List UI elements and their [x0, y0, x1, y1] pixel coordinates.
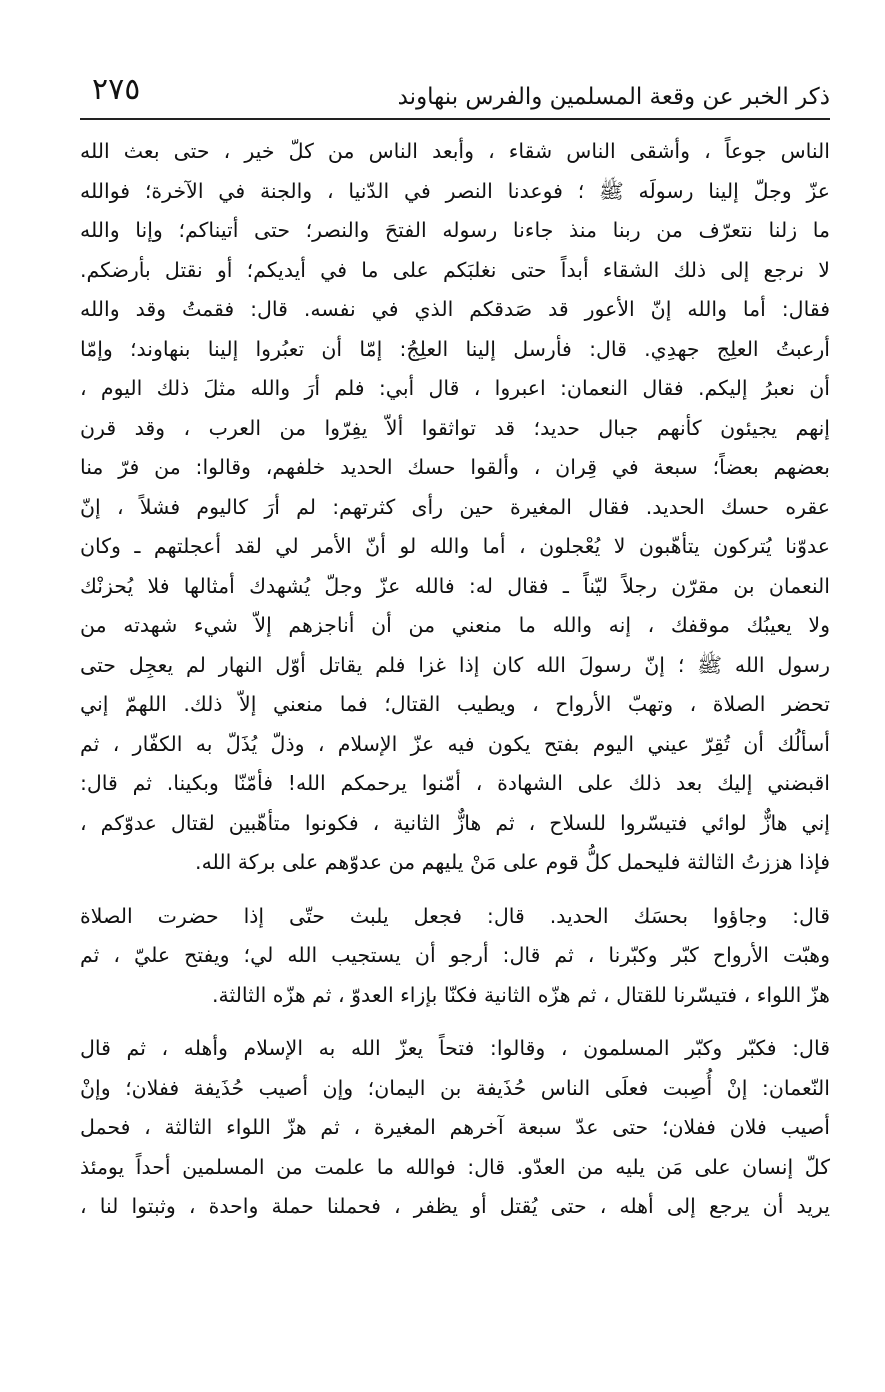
text-line: الناس جوعاً ، وأشقى الناس شقاء ، وأبعد الناس من كلّ خير ، حتى بعث الله	[80, 139, 830, 163]
text-line: لا نرجع إلى ذلك الشقاء أبداً حتى نغلبَكم على ما في أيديكم؛ أو نقتل بأرضكم.	[80, 257, 830, 282]
text-line: أسألُك أن تُقِرّ عيني اليوم بفتح يكون فيه عزّ الإسلام ، وذلّ يُذَلّ به الكفّار ، ثم	[80, 731, 830, 756]
paragraph-3	[80, 1029, 830, 1227]
body-text	[80, 132, 830, 1227]
page-header	[80, 70, 830, 116]
text-line: كلّ إنسان على مَن يليه من العدّو. قال: فوالله ما علمت من المسلمين أحداً يومئذ	[80, 1154, 830, 1179]
text-line: إنهم يجيئون كأنهم جبال حديد؛ قد تواثقوا ألاّ يفِرّوا من العرب ، وقد قرن	[80, 415, 830, 440]
text-line: عدوّنا يُتركون يتأهّبون لا يُعْجلون ، أما والله لو أنّ الأمر لي لقد أعجلتهم ـ وكان	[80, 534, 830, 558]
text-line: وهبّت الأرواح كبّر وكبّرنا ، ثم قال: أرجو أن يستجيب الله لي؛ ويفتح عليّ ، ثم	[80, 943, 830, 967]
text-line: رسول الله ﷺ ؛ إنّ رسولَ الله كان إذا غزا فلم يقاتل أوّل النهار لم يعجِل حتى	[80, 652, 830, 677]
text-line: ولا يعيبُك موقفك ، إنه والله ما منعني من أن أناجزهم إلاّ شيء شهدته من	[80, 613, 830, 637]
running-title: ذكر الخبر عن وقعة المسلمين والفرس بنهاوند	[397, 84, 830, 110]
text-line: عزّ وجلّ إلينا رسولَه ﷺ ؛ فوعدنا النصر في الدّنيا ، والجنة في الآخرة؛ فوالله	[80, 178, 830, 203]
text-line: أرعبتُ العلِج جهدِي. قال: فأرسل إلينا العلِجُ: إمّا أن تعبُروا إلينا بنهاوند؛ وإمّا	[80, 336, 830, 361]
text-line: أصيب فلان ففلان؛ حتى عدّ سبعة آخرهم المغيرة ، ثم هزّ اللواء الثالثة ، فحمل	[80, 1115, 830, 1139]
text-line: عقره حسك الحديد. فقال المغيرة حين رأى كثرتهم: لم أرَ كاليوم فشلاً ، إنّ	[80, 494, 830, 519]
text-line: اقبضني إليك بعد ذلك على الشهادة ، أمّنوا يرحمكم الله! فأمّنّا وبكينا. ثم قال:	[80, 771, 830, 795]
text-line: قال: فكبّر وكبّر المسلمون ، وقالوا: فتحاً يعزّ الله به الإسلام وأهله ، ثم قال	[80, 1036, 830, 1060]
text-line: يريد أن يرجع إلى أهله ، حتى يُقتل أو يظفر ، فحملنا حملة واحدة ، وثبتوا لنا ،	[80, 1194, 830, 1218]
header-rule	[80, 118, 830, 120]
text-line: النّعمان: إنْ أُصِبت فعلَى الناس حُذَيفة بن اليمان؛ وإن أصيب حُذَيفة ففلان؛ وإنْ	[80, 1075, 830, 1100]
text-line: بعضهم بعضاً؛ سبعة في قِران ، وألقوا حسك الحديد خلفهم، وقالوا: من فرّ منا	[80, 455, 830, 479]
text-line: تحضر الصلاة ، وتهبّ الأرواح ، ويطيب القتال؛ فما منعني إلاّ ذلك. اللهمّ إني	[80, 692, 830, 716]
text-line: إني هازٌّ لوائي فتيسّروا للسلاح ، ثم هازٌّ الثانية ، فكونوا متأهّبين لقتال عدوّكم ،	[80, 810, 830, 835]
text-line: النعمان بن مقرّن رجلاً ليّناً ـ فقال له: فالله عزّ وجلّ يُشهدك أمثالها فلا يُحزنْك	[80, 573, 830, 598]
paragraph-1	[80, 132, 830, 883]
paragraph-2	[80, 897, 830, 1016]
text-line: قال: وجاؤوا بحسَك الحديد. قال: فجعل يلبث حتّى إذا حضرت الصلاة	[80, 903, 830, 928]
text-line: هزّ اللواء ، فتيسّرنا للقتال ، ثم هزّه الثانية فكنّا بإزاء العدوّ ، ثم هزّه الثالثة.	[211, 982, 830, 1007]
text-line: ما زلنا نتعرّف من ربنا منذ جاءنا رسوله الفتحَ والنصر؛ حتى أتيناكم؛ وإنا والله	[80, 218, 830, 242]
text-line: فقال: أما والله إنّ الأعور قد صَدقكم الذي في نفسه. قال: فقمتُ وقد والله	[80, 297, 830, 321]
text-line: أن نعبرُ إليكم. فقال النعمان: اعبروا ، قال أبي: فلم أرَ والله مثلَ ذلك اليوم ،	[80, 376, 830, 400]
page-number: ٢٧٥	[92, 72, 141, 107]
text-line: فإذا هززتُ الثالثة فليحمل كلُّ قوم على مَنْ يليهم من عدوّهم على بركة الله.	[195, 850, 830, 874]
